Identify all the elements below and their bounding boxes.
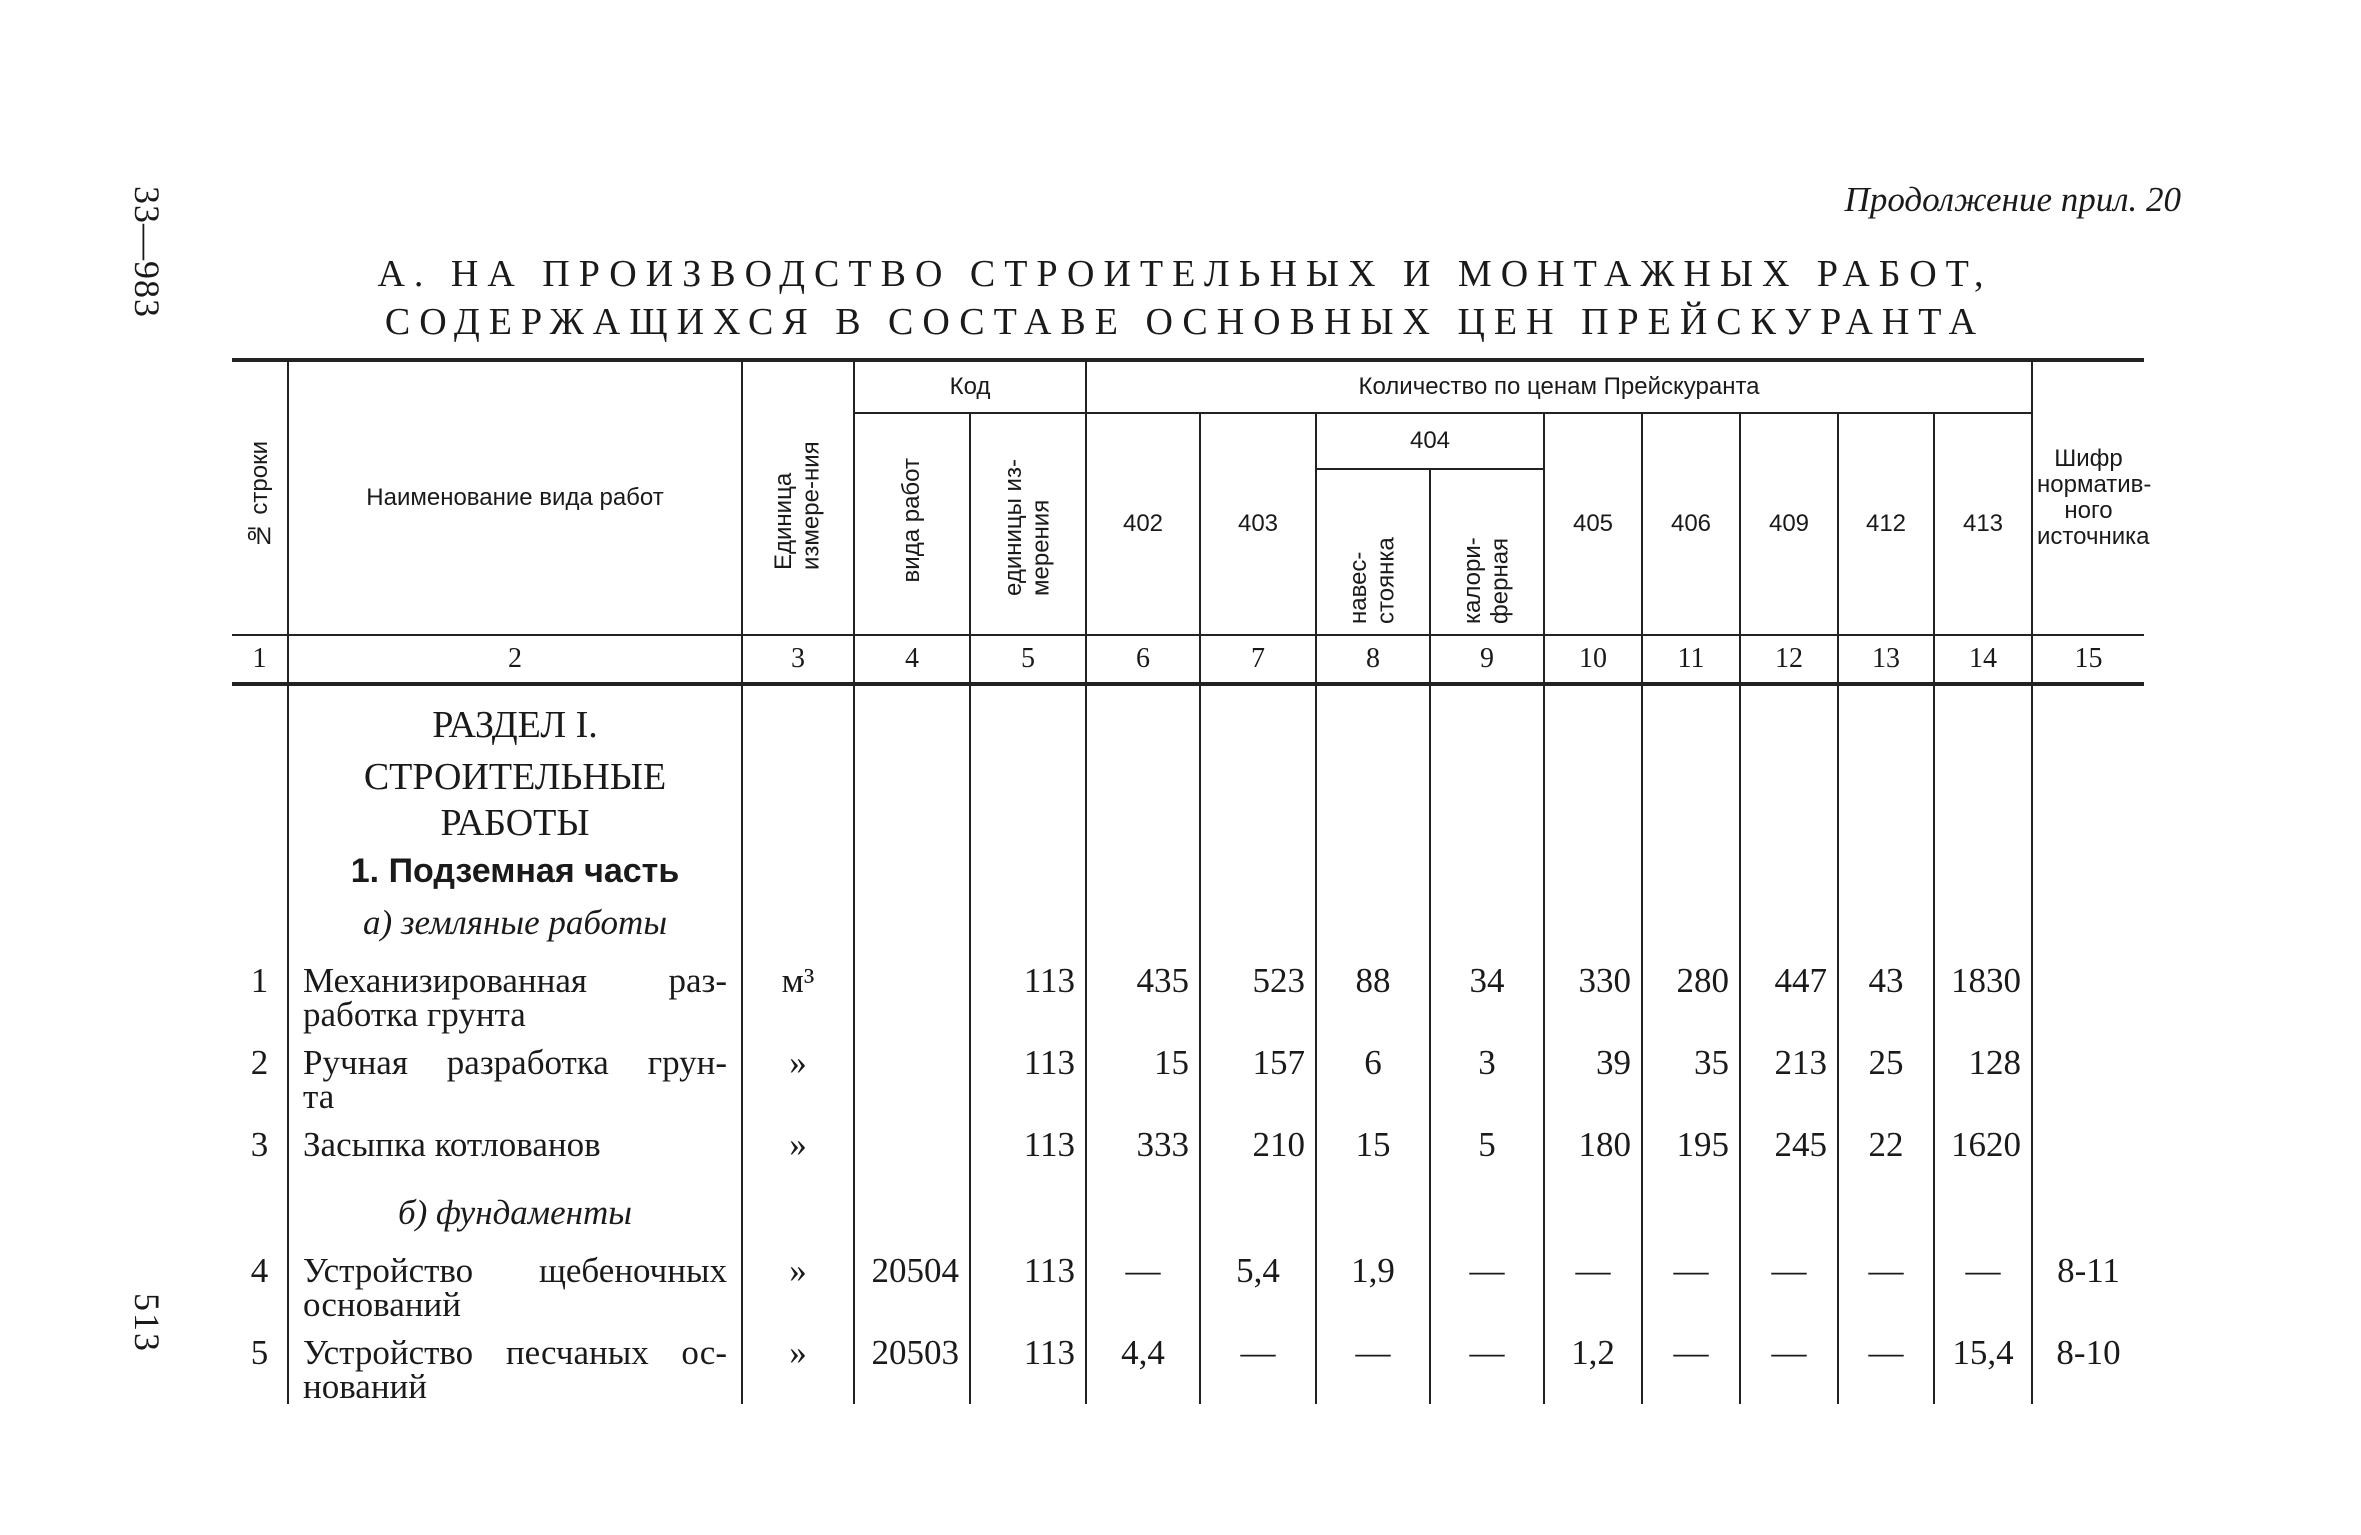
price-409-cell: 447 xyxy=(1740,950,1838,1032)
price-402-cell: — xyxy=(1086,1240,1200,1322)
group-heading-earthworks: а) земляные работы xyxy=(362,903,668,942)
code-unit-cell: 113 xyxy=(970,1240,1086,1322)
column-number: 14 xyxy=(1934,635,2032,684)
price-406-cell: — xyxy=(1642,1240,1740,1322)
unit-cell: м³ xyxy=(742,950,854,1032)
price-409-cell: 213 xyxy=(1740,1032,1838,1114)
price-405-cell: — xyxy=(1544,1240,1642,1322)
price-403-cell: 210 xyxy=(1200,1114,1316,1186)
header-unit: Единица измере-ния xyxy=(742,360,854,635)
price-403-cell: — xyxy=(1200,1322,1316,1404)
header-price-412: 412 xyxy=(1838,413,1934,635)
header-code-work: вида работ xyxy=(854,413,970,635)
column-number: 5 xyxy=(970,635,1086,684)
row-number: 2 xyxy=(250,1043,269,1082)
document-code: 33—983 xyxy=(127,186,167,318)
price-409-cell: — xyxy=(1740,1240,1838,1322)
price-413-cell: 1830 xyxy=(1934,950,2032,1032)
header-work-name: Наименование вида работ xyxy=(288,360,742,635)
price-412-cell: 43 xyxy=(1838,950,1934,1032)
cipher-cell: 8-11 xyxy=(2032,1240,2144,1322)
header-price-405: 405 xyxy=(1544,413,1642,635)
column-number: 3 xyxy=(742,635,854,684)
table-header xyxy=(232,360,2152,684)
header-cipher: Шифр норматив-ного источника xyxy=(2032,360,2144,635)
unit-cell: » xyxy=(742,1032,854,1114)
work-name: Устройство щебеночных оснований xyxy=(288,1240,742,1322)
column-number: 7 xyxy=(1200,635,1316,684)
code-work-cell xyxy=(854,950,970,1032)
header-price-413: 413 xyxy=(1934,413,2032,635)
header-row-no: № строки xyxy=(245,440,273,549)
price-405-cell: 1,2 xyxy=(1544,1322,1642,1404)
price-404b-cell: — xyxy=(1430,1322,1544,1404)
price-404b-cell: 5 xyxy=(1430,1114,1544,1186)
price-404a-cell: 88 xyxy=(1316,950,1430,1032)
table-row xyxy=(232,1032,2144,1114)
price-404a-cell: 6 xyxy=(1316,1032,1430,1114)
header-price-403: 403 xyxy=(1200,413,1316,635)
cipher-cell xyxy=(2032,1114,2144,1186)
price-404b-cell: 34 xyxy=(1430,950,1544,1032)
column-number: 4 xyxy=(854,635,970,684)
code-work-cell: 20503 xyxy=(854,1322,970,1404)
table-row xyxy=(232,1114,2144,1186)
header-price-404-canopy: навес-стоянка xyxy=(1316,469,1430,635)
column-number: 9 xyxy=(1430,635,1544,684)
price-table xyxy=(232,358,2152,1406)
cipher-cell xyxy=(2032,950,2144,1032)
work-name: Устройство песчаных ос- нований xyxy=(288,1322,742,1404)
price-412-cell: — xyxy=(1838,1240,1934,1322)
header-price-402: 402 xyxy=(1086,413,1200,635)
price-412-cell: 25 xyxy=(1838,1032,1934,1114)
cipher-cell xyxy=(2032,1032,2144,1114)
unit-cell: » xyxy=(742,1114,854,1186)
row-number: 4 xyxy=(250,1251,269,1290)
price-405-cell: 330 xyxy=(1544,950,1642,1032)
work-name: Ручная разработка грун- та xyxy=(288,1032,742,1114)
price-406-cell: 35 xyxy=(1642,1032,1740,1114)
header-code-unit: единицы из-мерения xyxy=(970,413,1086,635)
unit-cell: » xyxy=(742,1240,854,1322)
page-number: 513 xyxy=(127,1293,167,1353)
work-name: Механизированная раз- работка грунта xyxy=(288,950,742,1032)
price-404b-cell: 3 xyxy=(1430,1032,1544,1114)
row-number: 5 xyxy=(250,1333,269,1372)
price-412-cell: 22 xyxy=(1838,1114,1934,1186)
price-405-cell: 180 xyxy=(1544,1114,1642,1186)
work-name: Засыпка котлованов xyxy=(288,1114,742,1186)
price-412-cell: — xyxy=(1838,1322,1934,1404)
table-title-line-1: А. НА ПРОИЗВОДСТВО СТРОИТЕЛЬНЫХ И МОНТАЖНЫХ РАБОТ, xyxy=(377,253,1993,295)
column-numbers-row xyxy=(232,635,2144,684)
price-403-cell: 157 xyxy=(1200,1032,1316,1114)
price-403-cell: 523 xyxy=(1200,950,1316,1032)
header-price-404-calorifer: калори-ферная xyxy=(1430,469,1544,635)
table-row xyxy=(232,950,2144,1032)
row-number: 3 xyxy=(250,1125,269,1164)
code-unit-cell: 113 xyxy=(970,1114,1086,1186)
section-heading: РАЗДЕЛ I. СТРОИТЕЛЬНЫЕ РАБОТЫ xyxy=(363,704,667,844)
code-unit-cell: 113 xyxy=(970,950,1086,1032)
price-404a-cell: 15 xyxy=(1316,1114,1430,1186)
price-413-cell: 15,4 xyxy=(1934,1322,2032,1404)
price-404b-cell: — xyxy=(1430,1240,1544,1322)
price-409-cell: — xyxy=(1740,1322,1838,1404)
code-unit-cell: 113 xyxy=(970,1322,1086,1404)
price-402-cell: 15 xyxy=(1086,1032,1200,1114)
column-number: 8 xyxy=(1316,635,1430,684)
subsection-heading: 1. Подземная часть xyxy=(350,852,680,890)
cipher-cell: 8-10 xyxy=(2032,1322,2144,1404)
price-402-cell: 333 xyxy=(1086,1114,1200,1186)
price-404a-cell: — xyxy=(1316,1322,1430,1404)
header-price-409: 409 xyxy=(1740,413,1838,635)
header-quantity: Количество по ценам Прейскуранта xyxy=(1086,360,2032,413)
price-406-cell: 280 xyxy=(1642,950,1740,1032)
continuation-note: Продолжение прил. 20 xyxy=(1844,180,2181,219)
column-number: 15 xyxy=(2032,635,2144,684)
column-number: 12 xyxy=(1740,635,1838,684)
column-number: 1 xyxy=(232,635,288,684)
table-title-line-2: СОДЕРЖАЩИХСЯ В СОСТАВЕ ОСНОВНЫХ ЦЕН ПРЕЙСКУРАНТА xyxy=(384,301,1986,343)
row-number: 1 xyxy=(250,961,269,1000)
column-number: 2 xyxy=(288,635,742,684)
price-404a-cell: 1,9 xyxy=(1316,1240,1430,1322)
price-413-cell: — xyxy=(1934,1240,2032,1322)
price-403-cell: 5,4 xyxy=(1200,1240,1316,1322)
price-413-cell: 128 xyxy=(1934,1032,2032,1114)
header-price-404: 404 xyxy=(1316,413,1544,469)
price-406-cell: — xyxy=(1642,1322,1740,1404)
column-number: 13 xyxy=(1838,635,1934,684)
price-409-cell: 245 xyxy=(1740,1114,1838,1186)
price-413-cell: 1620 xyxy=(1934,1114,2032,1186)
column-number: 6 xyxy=(1086,635,1200,684)
unit-cell: » xyxy=(742,1322,854,1404)
price-405-cell: 39 xyxy=(1544,1032,1642,1114)
column-number: 11 xyxy=(1642,635,1740,684)
table-body xyxy=(232,684,2144,1404)
header-code: Код xyxy=(854,360,1086,413)
code-work-cell xyxy=(854,1032,970,1114)
code-unit-cell: 113 xyxy=(970,1032,1086,1114)
price-402-cell: 4,4 xyxy=(1086,1322,1200,1404)
price-402-cell: 435 xyxy=(1086,950,1200,1032)
price-406-cell: 195 xyxy=(1642,1114,1740,1186)
table-row xyxy=(232,1240,2144,1322)
header-price-406: 406 xyxy=(1642,413,1740,635)
code-work-cell: 20504 xyxy=(854,1240,970,1322)
column-number: 10 xyxy=(1544,635,1642,684)
code-work-cell xyxy=(854,1114,970,1186)
table-row xyxy=(232,1322,2144,1404)
group-heading-foundations: б) фундаменты xyxy=(397,1193,632,1232)
